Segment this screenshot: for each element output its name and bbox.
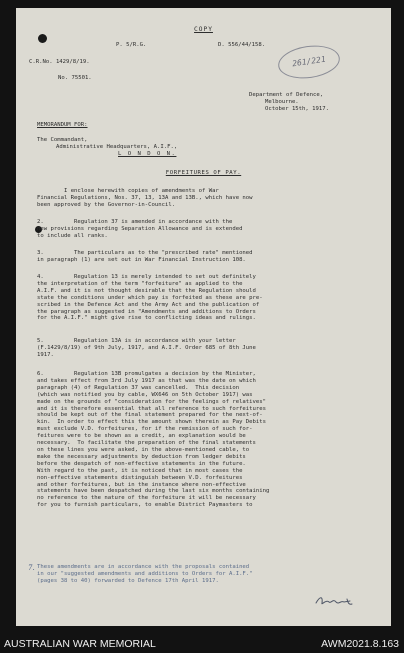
paragraph-6: 6. Regulation 13B promulgates a decision by the Minister, and takes effect from 3rd July 1917 as that was the date on which paragraph (4) of Regulation 37 was cancelled. This decision (which was notified you by cable, WX646 on 5th October 1917) was made on the grounds of "consideration for the feelings of relatives" and it is therefore essential that all reference to such forfeitures should be kept out of the final statement prepared for the next-of- kin. In order to effect this the amount shown therein as Pay Debits must exclude V.D. forfeitures, for if the remission of such for- feitures were to be shown as a credit, an explanation would be necessary. To facilitate the preparation of the final statements on these lines you were asked, in the above-mentioned cable, to make the necessary adjustments by deduction from ledger debits before the despatch of non-effective statements in the future. With regard to the past, it is noticed that in most cases the non-effective statements distinguish between V.D. forfeitures and other forfeitures, but in the instance where non-effective statements have been despatched during the last six months containing no reference to the nature of the forfeiture it will be necessary for you to furnish particulars, to enable District Paymasters to bbox=[37, 371, 270, 509]
date-line: October 15th, 1917. bbox=[265, 106, 329, 112]
department-line: Department of Defence, bbox=[249, 92, 324, 98]
archive-footer bbox=[0, 634, 404, 653]
cr-reference: C.R.No. 1429/8/19. bbox=[29, 59, 90, 65]
archive-name: AUSTRALIAN WAR MEMORIAL bbox=[4, 638, 156, 650]
document-page bbox=[16, 8, 391, 626]
subject-heading: FORFEITURES OF PAY. bbox=[165, 170, 242, 176]
archive-reference: AWM2021.8.163 bbox=[321, 638, 399, 650]
paragraph-4: 4. Regulation 13 is merely intended to set out definitely the interpretation of the term "forfeiture" as applied to the A.I.F. and it is not thought desirable that the Regulation should state the conditions under which pay is forfeited as these are pre- scribed in the Defence Act and the Army Act and the publication of the paragraph as suggested in "Amendments and additions to Orders for the A.I.F." might give rise to conflicting ideas and rulings. bbox=[37, 274, 263, 322]
addressee-line-3: L O N D O N. bbox=[118, 151, 177, 157]
paragraph-5: 5. Regulation 13A is in accordance with your letter (F.1429/8/19) of 9th July, 1917, and A.I.F. Order 685 of 8th June 1917. bbox=[37, 338, 256, 358]
paragraph-1: I enclose herewith copies of amendments of War Financial Regulations, Nos. 37, 13, 13A and 13B., which have now been approved by the Governor-in-Council. bbox=[37, 188, 253, 208]
file-reference-left: P. 5/R.G. bbox=[116, 42, 147, 48]
footnote-number: 7. bbox=[28, 564, 35, 572]
addressee-line-2: Administrative Headquarters, A.I.F., bbox=[56, 144, 178, 150]
punch-hole bbox=[38, 34, 47, 43]
memorandum-label: MEMORANDUM FOR: bbox=[37, 122, 88, 128]
registry-stamp: 261/221 bbox=[276, 42, 342, 82]
document-number: No. 75501. bbox=[58, 75, 92, 81]
handwritten-initials bbox=[314, 594, 358, 608]
copy-label: COPY bbox=[194, 26, 213, 33]
paragraph-3: 3. The particulars as to the "prescribed rate" mentioned in paragraph (1) are set out in War Financial Instruction 108. bbox=[37, 250, 253, 263]
paragraph-2: 2. Regulation 37 is amended in accordance with the new provisions regarding Separation Allowance and is extended to include all ranks. bbox=[37, 219, 243, 239]
addressee-line-1: The Commandant, bbox=[37, 137, 88, 143]
file-reference-right: D. 556/44/158. bbox=[218, 42, 266, 48]
city-line: Melbourne. bbox=[265, 99, 299, 105]
handwritten-footnote: These amendments are in accordance with the proposals contained in our "suggested amendments and additions to Orders for A.I.F." (pages 38 to 40) forwarded to Defence 17th April 1917. bbox=[37, 564, 253, 584]
